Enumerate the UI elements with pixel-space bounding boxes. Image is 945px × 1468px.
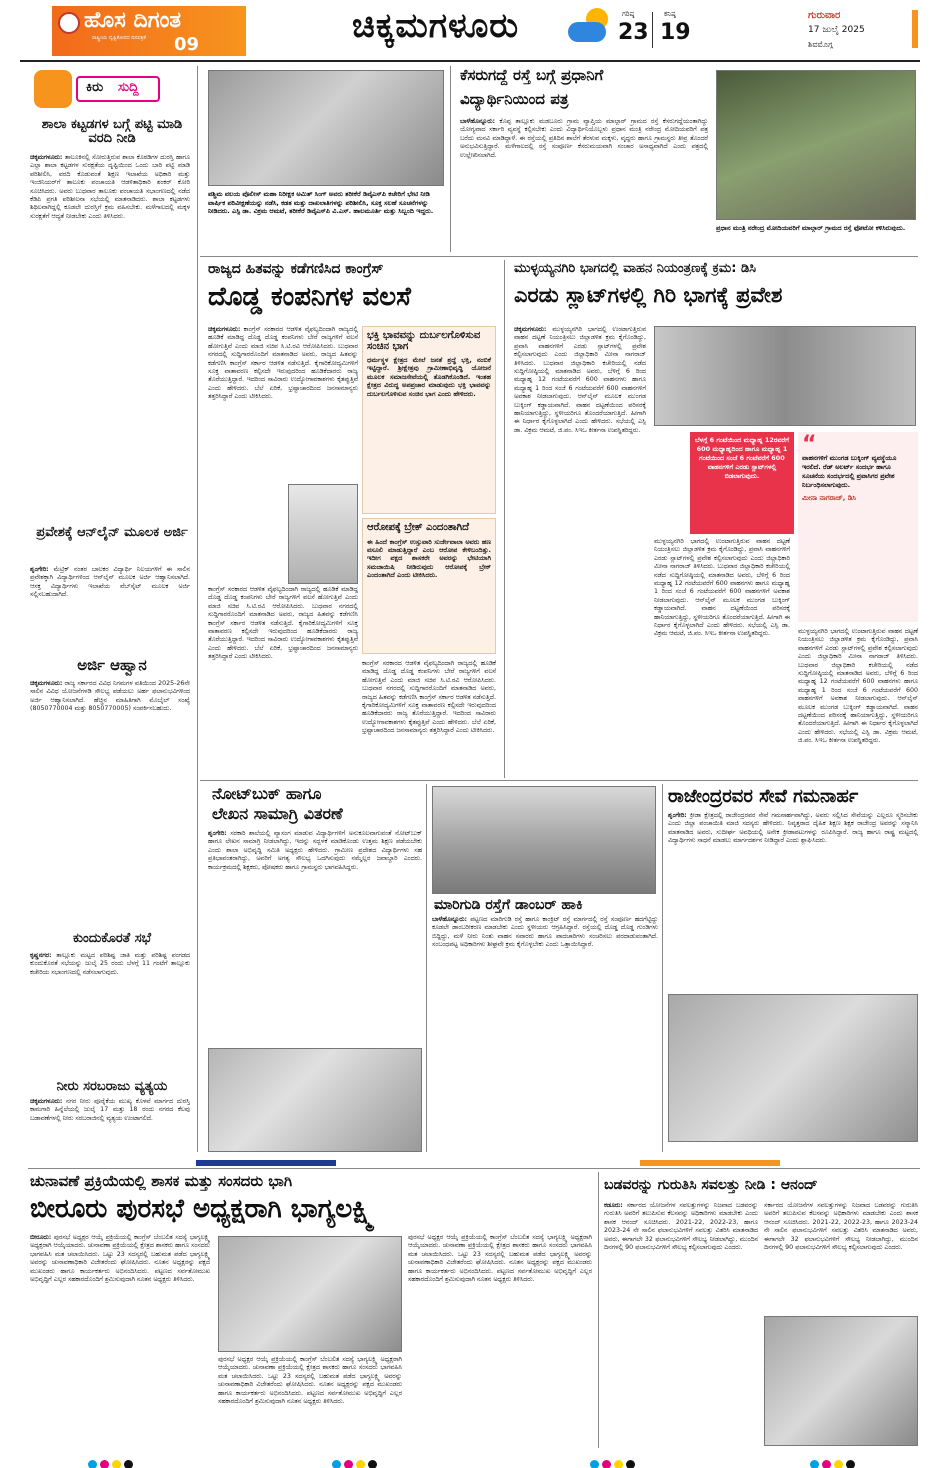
left-column <box>28 66 192 1152</box>
story-school-headline: ಶಾಲಾ ಕಟ್ಟಡಗಳ ಬಗ್ಗೆ ಪಟ್ಟಿ ಮಾಡಿ ವರದಿ ನೀಡಿ <box>41 117 183 146</box>
section-rule <box>200 780 918 781</box>
story-text: ಕಾಂಗ್ರೆಸ್ ಸರಕಾರದ ಆಡಳಿತ ವೈಫಲ್ಯದಿಂದಾಗಿ ರಾಜ್ಯದಲ್ಲಿ ಹೂಡಿಕೆ ಮಾಡಿದ್ದ ದೊಡ್ಡ ದೊಡ್ಡ ಕಂಪನಿಗಳು ಬೇರೆ ರಾಜ್ಯಗಳಿಗೆ ವಲಸೆ ಹೋಗುತ್ತಿವೆ ಎಂದು ಮಾಜಿ ಸಚಿವ ಸಿ.ಟಿ.ರವಿ ಆರೋಪಿಸಿದರು. ಬುಧವಾರ ನಗರದಲ್ಲಿ ಸುದ್ದಿಗಾರರೊಂದಿಗೆ ಮಾತನಾಡಿದ ಅವರು, ರಾಜ್ಯದ ಹಿತವನ್ನು ಕಡೆಗಣಿಸಿ ಕಾಂಗ್ರೆಸ್ ಸರ್ಕಾರ ಆಡಳಿತ ನಡೆಸುತ್ತಿದೆ. ಕೈಗಾರಿಕೋದ್ಯಮಿಗಳಿಗೆ ಸೂಕ್ತ ವಾತಾವರಣ ಕಲ್ಪಿಸದೇ ಇರುವುದರಿಂದ ಹೂಡಿಕೆದಾರರು ರಾಜ್ಯ ತೊರೆಯುತ್ತಿದ್ದಾರೆ. ಇದರಿಂದ ಸಾವಿರಾರು ಉದ್ಯೋಗಾವಕಾಶಗಳು ಕೈತಪ್ಪುತ್ತಿವೆ ಎಂದು ಹೇಳಿದರು. ಬೆಲೆ ಏರಿಕೆ, ಭ್ರಷ್ಟಾಚಾರದಿಂದ ಜನಸಾಮಾನ್ಯರು ತತ್ತರಿಸಿದ್ದಾರೆ ಎಂದು ಟೀಕಿಸಿದರು. <box>208 586 358 661</box>
congress-kicker: ರಾಜ್ಯದ ಹಿತವನ್ನು ಕಡೆಗಣಿಸಿದ ಕಾಂಗ್ರೆಸ್ <box>208 261 384 277</box>
bar-orange <box>640 1160 780 1166</box>
footer-dots-center-right <box>590 1454 650 1464</box>
bottom-section-bar <box>196 1160 920 1166</box>
sidebox-2-title: ಆರೋಪಕ್ಕೆ ಬ್ರೇಕ್ ಎಂದಂತಾಗಿದೆ <box>367 522 469 533</box>
column-divider <box>662 784 663 1152</box>
temp-divider <box>652 12 653 48</box>
notebook-photo <box>208 1048 422 1152</box>
dc-quote-box <box>798 432 918 622</box>
mullayyanagiri-kicker: ಮುಳ್ಳಯ್ಯನಗಿರಿ ಭಾಗದಲ್ಲಿ ವಾಹನ ನಿಯಂತ್ರಣಕ್ಕೆ ಕ್ರಮ: ಡಿಸಿ <box>514 261 757 276</box>
registration-dot <box>822 1460 831 1468</box>
column-divider <box>504 260 505 778</box>
registration-dot <box>356 1460 365 1468</box>
rajendra-photo <box>668 994 918 1142</box>
mullayyanagiri-body-b <box>654 538 790 776</box>
marigudi-photo <box>432 786 656 894</box>
story-text: ತಾಲೂಕಿನಲ್ಲಿ ಸೋರುತ್ತಿರುವ ಶಾಲಾ ಕೊಠಡಿಗಳ ದುರಸ್ತಿ ಹಾಗೂ ಎಲ್ಲಾ ಶಾಲಾ ಕಟ್ಟಡಗಳ ಸುರಕ್ಷತೆಯ ದೃಷ್ಟಿಯಿಂದ ಒಂದು ಬಾರಿ ಪಟ್ಟಿ ಮಾಡಿ ಪರಿಶೀಲಿಸಿ, ವರದಿ ಕೊಡುವಂತೆ ಶಿಕ್ಷಣ ಇಲಾಖೆಯ ಅಧಿಕಾರಿ ಮತ್ತು ಇಂಜಿನಿಯರ್‌ಗೆ ತಾಲೂಕು ಪಂಚಾಯತಿ ಆಡಳಿತಾಧಿಕಾರಿ ಶಂಕರ್ ಕೋರಿ ಸೂಚಿಸಿದರು. ಅವರು ಬುಧವಾರ ತಾಲೂಕು ಪಂಚಾಯತಿ ಸಭಾಂಗಣದಲ್ಲಿ ನಡೆದ ಕೆಡಿಪಿ ಪ್ರಗತಿ ಪರಿಶೀಲನಾ ಸಭೆಯಲ್ಲಿ ಮಾತನಾಡಿದರು. ಶಾಲಾ ಕಟ್ಟಡಗಳು ಶಿಥಿಲವಾಗಿದ್ದಲ್ಲಿ ಕೂಡಲೇ ದುರಸ್ತಿಗೆ ಕ್ರಮ ವಹಿಸಬೇಕು. ಮಳೆಗಾಲದಲ್ಲಿ ಮಕ್ಕಳ ಸುರಕ್ಷತೆಗೆ ಆದ್ಯತೆ ನೀಡಬೇಕು ಎಂದು ತಿಳಿಸಿದರು. <box>30 154 190 220</box>
page-number: 09 <box>174 34 200 55</box>
story-application-body <box>30 680 190 900</box>
congress-body-c <box>362 660 496 776</box>
birur-photo <box>218 1236 402 1352</box>
mullayyanagiri-body-c <box>798 628 918 776</box>
footer-dots-left <box>88 1454 148 1464</box>
sidebox-2-body: ಈ ಹಿಂದೆ ಕಾಂಗ್ರೆಸ್ ಉಸ್ತುವಾರಿ ಸುರ್ಜೇವಾಲಾ ಅವರು ಹಣ ವಸೂಲಿ ಮಾಡುತ್ತಿದ್ದಾರೆ ಎಂಬ ಆರೋಪ ಕೇಳಿಬಂದಿತ್ತು. ಇದೀಗ ಪಕ್ಷದ ಶಾಸಕರೇ ಅವರನ್ನು ಭೇಟಿಯಾಗಿ ಸಮಜಾಯಿಷಿ ನೀಡಿರುವುದು ಆರೋಪಕ್ಕೆ ಬ್ರೇಕ್ ಎಂದಂತಾಗಿದೆ ಎಂದು ಟೀಕಿಸಿದರು. <box>367 537 491 580</box>
registration-dot <box>810 1460 819 1468</box>
story-text: ತಾಲ್ಲೂಕು ಮಟ್ಟದ ಪರಿಶಿಷ್ಟ ಜಾತಿ ಮತ್ತು ಪರಿಶಿಷ್ಟ ಪಂಗಡದ ಕುಂದುಕೊರತೆ ಸಭೆಯನ್ನು ಜುಲೈ 25 ರಂದು ಬೆಳಗ್ಗೆ 11 ಗಂಟೆಗೆ ತಾಲ್ಲೂಕು ಕಚೇರಿಯ ಸಭಾಂಗಣದಲ್ಲಿ ನಡೆಸಲಾಗುವುದು. <box>30 952 190 976</box>
story-application-headline: ಅರ್ಜಿ ಆಹ್ವಾನ <box>77 656 147 674</box>
marigudi-body <box>432 916 658 1152</box>
story-text: ಪುರಸಭೆ ಅಧ್ಯಕ್ಷರ ಆಯ್ಕೆ ಪ್ರಕ್ರಿಯೆಯಲ್ಲಿ ಕಾಂಗ್ರೆಸ್ ಬೆಂಬಲಿತ ಸದಸ್ಯೆ ಭಾಗ್ಯಲಕ್ಷ್ಮಿ ಅಧ್ಯಕ್ಷರಾಗಿ ಆಯ್ಕೆಯಾದರು. ಚುನಾವಣಾ ಪ್ರಕ್ರಿಯೆಯಲ್ಲಿ ಕ್ಷೇತ್ರದ ಶಾಸಕರು ಹಾಗೂ ಸಂಸದರು ಭಾಗವಹಿಸಿ ಮತ ಚಲಾಯಿಸಿದರು. ಒಟ್ಟು 23 ಸದಸ್ಯರಲ್ಲಿ ಬಹುಮತ ಪಡೆದ ಭಾಗ್ಯಲಕ್ಷ್ಮಿ ಅವರನ್ನು ಚುನಾವಣಾಧಿಕಾರಿ ವಿಜೇತರೆಂದು ಘೋಷಿಸಿದರು. ನೂತನ ಅಧ್ಯಕ್ಷರನ್ನು ಪಕ್ಷದ ಮುಖಂಡರು ಹಾಗೂ ಕಾರ್ಯಕರ್ತರು ಅಭಿನಂದಿಸಿದರು. ಪಟ್ಟಣದ ಸರ್ವತೋಮುಖ ಅಭಿವೃದ್ಧಿಗೆ ಎಲ್ಲರ ಸಹಕಾರದೊಂದಿಗೆ ಶ್ರಮಿಸುವುದಾಗಿ ನೂತನ ಅಧ್ಯಕ್ಷರು ತಿಳಿಸಿದರು. <box>30 1234 210 1284</box>
registration-dot <box>834 1460 843 1468</box>
story-text: ಮುಳ್ಳಯ್ಯನಗಿರಿ ಭಾಗದಲ್ಲಿ ಉಂಟಾಗುತ್ತಿರುವ ವಾಹನ ದಟ್ಟಣೆ ನಿಯಂತ್ರಿಸಲು ಜಿಲ್ಲಾಡಳಿತ ಕ್ರಮ ಕೈಗೊಂಡಿದ್ದು, ಪ್ರವಾಸಿ ವಾಹನಗಳಿಗೆ ಎರಡು ಸ್ಲಾಟ್‌ಗಳಲ್ಲಿ ಪ್ರವೇಶ ಕಲ್ಪಿಸಲಾಗುವುದು ಎಂದು ಜಿಲ್ಲಾಧಿಕಾರಿ ಮೀನಾ ನಾಗರಾಜ್ ತಿಳಿಸಿದರು. ಬುಧವಾರ ಜಿಲ್ಲಾಧಿಕಾರಿ ಕಚೇರಿಯಲ್ಲಿ ನಡೆದ ಸುದ್ದಿಗೋಷ್ಠಿಯಲ್ಲಿ ಮಾತನಾಡಿದ ಅವರು, ಬೆಳಿಗ್ಗೆ 6 ರಿಂದ ಮಧ್ಯಾಹ್ನ 12 ಗಂಟೆಯವರೆಗೆ 600 ವಾಹನಗಳು ಹಾಗೂ ಮಧ್ಯಾಹ್ನ 1 ರಿಂದ ಸಂಜೆ 6 ಗಂಟೆಯವರೆಗೆ 600 ವಾಹನಗಳಿಗೆ ಅವಕಾಶ ನೀಡಲಾಗುವುದು. ಆನ್‌ಲೈನ್ ಮೂಲಕ ಮುಂಗಡ ಬುಕ್ಕಿಂಗ್ ಕಡ್ಡಾಯವಾಗಿದೆ. ವಾಹನ ದಟ್ಟಣೆಯಿಂದ ಪರಿಸರಕ್ಕೆ ಹಾನಿಯಾಗುತ್ತಿದ್ದು, ಸ್ಥಳೀಯರಿಗೂ ತೊಂದರೆಯಾಗುತ್ತಿದೆ. ಹೀಗಾಗಿ ಈ ನಿರ್ಧಾರ ಕೈಗೊಳ್ಳಲಾಗಿದೆ ಎಂದು ಹೇಳಿದರು. ಸಭೆಯಲ್ಲಿ ಎಸ್ಪಿ ಡಾ. ವಿಕ್ರಮ ಆಮಟೆ, ಜಿ.ಪಂ. ಸಿಇಒ ಕೀರ್ತನಾ ಉಪಸ್ಥಿತರಿದ್ದರು. <box>654 538 790 638</box>
story-meeting-headline: ಕುಂದುಕೊರತೆ ಸಭೆ <box>72 931 152 946</box>
dateline: ಚಿಕ್ಕಮಗಳೂರು: <box>30 680 63 687</box>
registration-dot <box>368 1460 377 1468</box>
hand-icon <box>34 70 72 108</box>
story-water-headline: ನೀರು ಸರಬರಾಜು ವ್ಯತ್ಯಯ <box>56 1079 168 1094</box>
rajendra-headline: ರಾಜೇಂದ್ರರವರ ಸೇವೆ ಗಮನಾರ್ಹ <box>668 786 859 807</box>
dateline: ಬಾಳೆಹೊನ್ನೂರು: <box>460 118 496 125</box>
story-text: ಸರ್ಕಾರದ ಯೋಜನೆಗಳ ಸವಲತ್ತುಗಳನ್ನು ನಿಜವಾದ ಬಡವರನ್ನು ಗುರುತಿಸಿ ಅವರಿಗೆ ತಲುಪಿಸುವ ಕೆಲಸವನ್ನು ಅಧಿಕಾರಿಗಳು ಮಾಡಬೇಕು ಎಂದು ಶಾಸಕ ಆನಂದ್ ಸೂಚಿಸಿದರು. 2021-22, 2022-23, ಹಾಗೂ 2023-24 ನೇ ಸಾಲಿನ ಫಲಾನುಭವಿಗಳಿಗೆ ಸವಲತ್ತು ವಿತರಿಸಿ ಮಾತನಾಡಿದ ಅವರು, ಈಗಾಗಲೇ 32 ಫಲಾನುಭವಿಗಳಿಗೆ ಸೌಲಭ್ಯ ನೀಡಲಾಗಿದ್ದು, ಮುಂದಿನ ದಿನಗಳಲ್ಲಿ 90 ಫಲಾನುಭವಿಗಳಿಗೆ ಸೌಲಭ್ಯ ಕಲ್ಪಿಸಲಾಗುವುದು ಎಂದರು. <box>764 1202 918 1252</box>
story-text: ಮುಳ್ಳಯ್ಯನಗಿರಿ ಭಾಗದಲ್ಲಿ ಉಂಟಾಗುತ್ತಿರುವ ವಾಹನ ದಟ್ಟಣೆ ನಿಯಂತ್ರಿಸಲು ಜಿಲ್ಲಾಡಳಿತ ಕ್ರಮ ಕೈಗೊಂಡಿದ್ದು, ಪ್ರವಾಸಿ ವಾಹನಗಳಿಗೆ ಎರಡು ಸ್ಲಾಟ್‌ಗಳಲ್ಲಿ ಪ್ರವೇಶ ಕಲ್ಪಿಸಲಾಗುವುದು ಎಂದು ಜಿಲ್ಲಾಧಿಕಾರಿ ಮೀನಾ ನಾಗರಾಜ್ ತಿಳಿಸಿದರು. ಬುಧವಾರ ಜಿಲ್ಲಾಧಿಕಾರಿ ಕಚೇರಿಯಲ್ಲಿ ನಡೆದ ಸುದ್ದಿಗೋಷ್ಠಿಯಲ್ಲಿ ಮಾತನಾಡಿದ ಅವರು, ಬೆಳಿಗ್ಗೆ 6 ರಿಂದ ಮಧ್ಯಾಹ್ನ 12 ಗಂಟೆಯವರೆಗೆ 600 ವಾಹನಗಳು ಹಾಗೂ ಮಧ್ಯಾಹ್ನ 1 ರಿಂದ ಸಂಜೆ 6 ಗಂಟೆಯವರೆಗೆ 600 ವಾಹನಗಳಿಗೆ ಅವಕಾಶ ನೀಡಲಾಗುವುದು. ಆನ್‌ಲೈನ್ ಮೂಲಕ ಮುಂಗಡ ಬುಕ್ಕಿಂಗ್ ಕಡ್ಡಾಯವಾಗಿದೆ. ವಾಹನ ದಟ್ಟಣೆಯಿಂದ ಪರಿಸರಕ್ಕೆ ಹಾನಿಯಾಗುತ್ತಿದ್ದು, ಸ್ಥಳೀಯರಿಗೂ ತೊಂದರೆಯಾಗುತ್ತಿದೆ. ಹೀಗಾಗಿ ಈ ನಿರ್ಧಾರ ಕೈಗೊಳ್ಳಲಾಗಿದೆ ಎಂದು ಹೇಳಿದರು. ಸಭೆಯಲ್ಲಿ ಎಸ್ಪಿ ಡಾ. ವಿಕ್ರಮ ಆಮಟೆ, ಜಿ.ಪಂ. ಸಿಇಒ ಕೀರ್ತನಾ ಉಪಸ್ಥಿತರಿದ್ದರು. <box>514 326 646 434</box>
quote-mark-icon: “ <box>802 432 817 457</box>
slot-box <box>690 432 794 534</box>
lotus-icon <box>58 12 80 34</box>
temp-min-label: ಕನಿಷ್ಠ <box>664 10 676 18</box>
kesaru-body <box>460 118 708 252</box>
dateline: ಚಿಕ್ಕಮಗಳೂರು: <box>30 1098 63 1105</box>
quote-author: ಮೀನಾ ನಾಗರಾಜ್, ಡಿಸಿ <box>802 494 857 502</box>
police-photo <box>208 70 444 186</box>
story-meeting-body <box>30 952 190 1052</box>
story-water-body <box>30 1098 190 1150</box>
city-name: ಚಿಕ್ಕಮಗಳೂರು <box>352 6 520 46</box>
masthead-accent-bar <box>912 10 918 48</box>
registration-dot <box>344 1460 353 1468</box>
kesaru-photo <box>716 70 916 220</box>
slot-box-text: ಬೆಳಗ್ಗೆ 6 ಗಂಟೆಯಿಂದ ಮಧ್ಯಾಹ್ನ 12ರವರೆಗೆ 600 ಮಧ್ಯಾಹ್ನದಿಂದ ಹಾಗೂ ಮಧ್ಯಾಹ್ನ 1 ಗಂಟೆಯಿಂದ ಸಂಜೆ 6 ಗಂಟೆವರೆಗೆ 600 ವಾಹನಗಳಿಗೆ ಎರಡು ಸ್ಲಾಟ್‌ಗಳಲ್ಲಿ ಬಿಡಲಾಗುವುದು. <box>694 436 789 480</box>
story-text: ಕ್ರೀಡಾ ಕ್ಷೇತ್ರದಲ್ಲಿ ರಾಜೇಂದ್ರರವರ ಸೇವೆ ಗಮನಾರ್ಹವಾಗಿದ್ದು, ಅವರು ಸಲ್ಲಿಸಿದ ಸೇವೆಯನ್ನು ಎಲ್ಲರೂ ಸ್ಮರಿಸಬೇಕು ಎಂದು ಜಿಲ್ಲಾ ಪಂಚಾಯಿತಿ ಮಾಜಿ ಸದಸ್ಯರು ಹೇಳಿದರು. ನಿವೃತ್ತರಾದ ದೈಹಿಕ ಶಿಕ್ಷಣ ಶಿಕ್ಷಕ ರಾಜೇಂದ್ರ ಅವರನ್ನು ಸನ್ಮಾನಿಸಿ ಮಾತನಾಡಿದ ಅವರು, ಸುದೀರ್ಘ ಅವಧಿಯಲ್ಲಿ ಅನೇಕ ಕ್ರೀಡಾಪಟುಗಳನ್ನು ರೂಪಿಸಿದ್ದಾರೆ. ರಾಜ್ಯ ಹಾಗೂ ರಾಷ್ಟ್ರ ಮಟ್ಟದಲ್ಲಿ ವಿದ್ಯಾರ್ಥಿಗಳು ಸಾಧನೆ ಮಾಡಲು ಮಾರ್ಗದರ್ಶನ ನೀಡಿದ್ದಾರೆ ಎಂದು ಶ್ಲಾಘಿಸಿದರು. <box>668 812 918 845</box>
dateline: ಬೀರೂರು: <box>30 1234 52 1241</box>
logo-block <box>52 6 246 56</box>
notebook-headline-2: ಲೇಖನ ಸಾಮಾಗ್ರಿ ವಿತರಣೆ <box>212 804 343 823</box>
sidebox-1-title: ಭಕ್ತಿ ಭಾವವನ್ನು ದುರ್ಬಲಗೊಳಿಸುವ ಸಂಚಿನ ಭಾಗ <box>367 330 481 352</box>
story-text: ಸರಕಾರಿ ಶಾಲೆಯಲ್ಲಿ ವ್ಯಾಸಂಗ ಮಾಡುವ ವಿದ್ಯಾರ್ಥಿಗಳಿಗೆ ಅನುಕೂಲವಾಗುವಂತೆ ನೋಟ್‌ಬುಕ್ ಹಾಗೂ ಲೇಖನ ಸಾಮಾಗ್ರಿ ನೀಡಲಾಗಿದ್ದು, ಇದನ್ನು ಸದ್ಬಳಕೆ ಮಾಡಿಕೊಂಡು ಉತ್ತಮ ಶಿಕ್ಷಣ ಪಡೆಯಬೇಕು ಎಂದು ಶಾಲಾ ಅಭಿವೃದ್ಧಿ ಸಮಿತಿ ಅಧ್ಯಕ್ಷರು ಹೇಳಿದರು. ಗ್ರಾಮೀಣ ಪ್ರದೇಶದ ವಿದ್ಯಾರ್ಥಿಗಳು ಸಹ ಪ್ರತಿಭಾವಂತರಾಗಿದ್ದು, ಅವರಿಗೆ ಅಗತ್ಯ ಸೌಲಭ್ಯ ಒದಗಿಸುವುದು ನಮ್ಮೆಲ್ಲರ ಜವಾಬ್ದಾರಿ ಎಂದರು. ಕಾರ್ಯಕ್ರಮದಲ್ಲಿ ಶಿಕ್ಷಕರು, ಪೋಷಕರು ಹಾಗೂ ಗ್ರಾಮಸ್ಥರು ಭಾಗವಹಿಸಿದ್ದರು. <box>208 830 422 871</box>
registration-dot <box>124 1460 133 1468</box>
logo-text: ಹೊಸ ದಿಗಂತ <box>84 8 182 33</box>
footer-dots-right <box>810 1454 870 1464</box>
registration-dot <box>590 1460 599 1468</box>
story-text: ಸರ್ಕಾರದ ಯೋಜನೆಗಳ ಸವಲತ್ತುಗಳನ್ನು ನಿಜವಾದ ಬಡವರನ್ನು ಗುರುತಿಸಿ ಅವರಿಗೆ ತಲುಪಿಸುವ ಕೆಲಸವನ್ನು ಅಧಿಕಾರಿಗಳು ಮಾಡಬೇಕು ಎಂದು ಶಾಸಕ ಆನಂದ್ ಸೂಚಿಸಿದರು. 2021-22, 2022-23, ಹಾಗೂ 2023-24 ನೇ ಸಾಲಿನ ಫಲಾನುಭವಿಗಳಿಗೆ ಸವಲತ್ತು ವಿತರಿಸಿ ಮಾತನಾಡಿದ ಅವರು, ಈಗಾಗಲೇ 32 ಫಲಾನುಭವಿಗಳಿಗೆ ಸೌಲಭ್ಯ ನೀಡಲಾಗಿದ್ದು, ಮುಂದಿನ ದಿನಗಳಲ್ಲಿ 90 ಫಲಾನುಭವಿಗಳಿಗೆ ಸೌಲಭ್ಯ ಕಲ್ಪಿಸಲಾಗುವುದು ಎಂದರು. <box>604 1202 758 1252</box>
story-text: ಮೆಟ್ರಿಕ್ ನಂತರ ಬಾಲಕರ ವಿದ್ಯಾರ್ಥಿ ನಿಲಯಗಳಿಗೆ ಈ ಸಾಲಿನ ಪ್ರವೇಶಕ್ಕಾಗಿ ವಿದ್ಯಾರ್ಥಿಗಳಿಂದ ಆನ್‌ಲೈನ್ ಮೂಲಕ ಅರ್ಜಿ ಆಹ್ವಾನಿಸಲಾಗಿದೆ. ಆಸಕ್ತ ವಿದ್ಯಾರ್ಥಿಗಳು ಇಲಾಖೆಯ ವೆಬ್‌ಸೈಟ್ ಮೂಲಕ ಅರ್ಜಿ ಸಲ್ಲಿಸಬಹುದಾಗಿದೆ. <box>30 566 190 599</box>
dateline: ಕಡೂರು: <box>604 1202 623 1209</box>
congress-body-a <box>208 326 358 482</box>
column-divider <box>598 1172 599 1448</box>
registration-dot <box>602 1460 611 1468</box>
registration-dot <box>332 1460 341 1468</box>
story-admission-body <box>30 566 190 650</box>
story-admission-headline: ಪ್ರವೇಶಕ್ಕೆ ಆನ್‌ಲೈನ್ ಮೂಲಕ ಅರ್ಜಿ <box>36 525 188 540</box>
mullayyanagiri-headline: ಎರಡು ಸ್ಲಾಟ್‌ಗಳಲ್ಲಿ ಗಿರಿ ಭಾಗಕ್ಕೆ ಪ್ರವೇಶ <box>514 283 783 307</box>
logo-tagline: ರಾಷ್ಟ್ರೀಯ ದೃಷ್ಟಿಕೋನದ ದಿನಪತ್ರಿಕೆ <box>92 35 146 41</box>
badavaru-body-b <box>764 1202 918 1312</box>
temp-max-label: ಗರಿಷ್ಠ <box>622 10 635 18</box>
congress-sidebox-2 <box>362 518 496 654</box>
notebook-headline-1: ನೋಟ್‌ಬುಕ್ ಹಾಗೂ <box>212 784 322 803</box>
birur-body-b <box>218 1356 402 1446</box>
bar-blue <box>196 1160 336 1166</box>
rajendra-body <box>668 812 918 990</box>
registration-dot <box>626 1460 635 1468</box>
section-rule <box>28 1168 920 1169</box>
story-text: ಕಾಂಗ್ರೆಸ್ ಸರಕಾರದ ಆಡಳಿತ ವೈಫಲ್ಯದಿಂದಾಗಿ ರಾಜ್ಯದಲ್ಲಿ ಹೂಡಿಕೆ ಮಾಡಿದ್ದ ದೊಡ್ಡ ದೊಡ್ಡ ಕಂಪನಿಗಳು ಬೇರೆ ರಾಜ್ಯಗಳಿಗೆ ವಲಸೆ ಹೋಗುತ್ತಿವೆ ಎಂದು ಮಾಜಿ ಸಚಿವ ಸಿ.ಟಿ.ರವಿ ಆರೋಪಿಸಿದರು. ಬುಧವಾರ ನಗರದಲ್ಲಿ ಸುದ್ದಿಗಾರರೊಂದಿಗೆ ಮಾತನಾಡಿದ ಅವರು, ರಾಜ್ಯದ ಹಿತವನ್ನು ಕಡೆಗಣಿಸಿ ಕಾಂಗ್ರೆಸ್ ಸರ್ಕಾರ ಆಡಳಿತ ನಡೆಸುತ್ತಿದೆ. ಕೈಗಾರಿಕೋದ್ಯಮಿಗಳಿಗೆ ಸೂಕ್ತ ವಾತಾವರಣ ಕಲ್ಪಿಸದೇ ಇರುವುದರಿಂದ ಹೂಡಿಕೆದಾರರು ರಾಜ್ಯ ತೊರೆಯುತ್ತಿದ್ದಾರೆ. ಇದರಿಂದ ಸಾವಿರಾರು ಉದ್ಯೋಗಾವಕಾಶಗಳು ಕೈತಪ್ಪುತ್ತಿವೆ ಎಂದು ಹೇಳಿದರು. ಬೆಲೆ ಏರಿಕೆ, ಭ್ರಷ್ಟಾಚಾರದಿಂದ ಜನಸಾಮಾನ್ಯರು ತತ್ತರಿಸಿದ್ದಾರೆ ಎಂದು ಟೀಕಿಸಿದರು. <box>362 660 496 735</box>
kirusuddi-banner <box>30 70 190 108</box>
dateline: ಚಿಕ್ಕಮಗಳೂರು: <box>30 154 63 161</box>
sidebox-1-body: ಧರ್ಮಸ್ಥಳ ಕ್ಷೇತ್ರದ ಮೇಲೆ ಜನತೆ ಶ್ರದ್ಧೆ ಭಕ್ತಿ, ನಂಬಿಕೆ ಇಟ್ಟಿದ್ದಾರೆ. ಶ್ರೀಕ್ಷೇತ್ರವು ಗ್ರಾಮೀಣಾಭಿವೃದ್ಧಿ ಯೋಜನೆ ಮೂಲಕ ಸಮಾಜಸೇವೆಯಲ್ಲಿ ತೊಡಗಿಕೊಂಡಿದೆ. ಇಂತಹ ಕ್ಷೇತ್ರದ ವಿರುದ್ಧ ಅಪಪ್ರಚಾರ ಮಾಡುವುದು ಭಕ್ತಿ ಭಾವವನ್ನು ದುರ್ಬಲಗೊಳಿಸುವ ಸಂಚಿನ ಭಾಗ ಎಂದು ಹೇಳಿದರು. <box>367 356 491 398</box>
story-text: ಪುರಸಭೆ ಅಧ್ಯಕ್ಷರ ಆಯ್ಕೆ ಪ್ರಕ್ರಿಯೆಯಲ್ಲಿ ಕಾಂಗ್ರೆಸ್ ಬೆಂಬಲಿತ ಸದಸ್ಯೆ ಭಾಗ್ಯಲಕ್ಷ್ಮಿ ಅಧ್ಯಕ್ಷರಾಗಿ ಆಯ್ಕೆಯಾದರು. ಚುನಾವಣಾ ಪ್ರಕ್ರಿಯೆಯಲ್ಲಿ ಕ್ಷೇತ್ರದ ಶಾಸಕರು ಹಾಗೂ ಸಂಸದರು ಭಾಗವಹಿಸಿ ಮತ ಚಲಾಯಿಸಿದರು. ಒಟ್ಟು 23 ಸದಸ್ಯರಲ್ಲಿ ಬಹುಮತ ಪಡೆದ ಭಾಗ್ಯಲಕ್ಷ್ಮಿ ಅವರನ್ನು ಚುನಾವಣಾಧಿಕಾರಿ ವಿಜೇತರೆಂದು ಘೋಷಿಸಿದರು. ನೂತನ ಅಧ್ಯಕ್ಷರನ್ನು ಪಕ್ಷದ ಮುಖಂಡರು ಹಾಗೂ ಕಾರ್ಯಕರ್ತರು ಅಭಿನಂದಿಸಿದರು. ಪಟ್ಟಣದ ಸರ್ವತೋಮುಖ ಅಭಿವೃದ್ಧಿಗೆ ಎಲ್ಲರ ಸಹಕಾರದೊಂದಿಗೆ ಶ್ರಮಿಸುವುದಾಗಿ ನೂತನ ಅಧ್ಯಕ್ಷರು ತಿಳಿಸಿದರು. <box>408 1234 592 1284</box>
edition-label: ಶಿವಮೊಗ್ಗ <box>808 40 833 49</box>
birur-body-c <box>408 1234 592 1446</box>
registration-dot <box>614 1460 623 1468</box>
police-caption: ಪಶ್ಚಿಮ ವಲಯ ಪೊಲೀಸ್ ಮಹಾ ನಿರೀಕ್ಷಕ ಅಮಿತ್ ಸಿಂಗ್ ಅವರು ತರೀಕೆರೆ ಡಿವೈಎಸ್‌ಪಿ ಕಚೇರಿಗೆ ಭೇಟಿ ನೀಡಿ ವಾರ್ಷಿಕ ಪರಿವೀಕ್ಷಣೆಯನ್ನು ನಡೆಸಿ, ಕಡತ ಮತ್ತು ದಾಖಲಾತಿಗಳನ್ನು ಪರಿಶೀಲಿಸಿ, ಸೂಕ್ತ ಸಲಹೆ ಸೂಚನೆಗಳನ್ನು ನೀಡಿದರು. ಎಸ್ಪಿ ಡಾ. ವಿಕ್ರಮ ಆಮಟೆ, ತರೀಕೆರೆ ಡಿವೈಎಸ್‌ಪಿ ವಿ.ಎಸ್. ಹಾಲಮೂರ್ತಿ ಮತ್ತು ಸಿಬ್ಬಂದಿ ಇದ್ದರು. <box>208 190 434 215</box>
quote-text: ವಾಹನಗಳಿಗೆ ಮುಂಗಡ ಬುಕ್ಕಿಂಗ್ ವ್ಯವಸ್ಥೆಯೂ ಇರಲಿದೆ. ರೆಡ್ ಅಲರ್ಟ್ ಸಂದರ್ಭ ಹಾಗೂ ಸೂಚನೆಯ ಸಂದರ್ಭದಲ್ಲಿ ಪ್ರವಾಸಿಗರ ಪ್ರವೇಶ ನಿರ್ಬಂಧಿಸಲಾಗುವುದು. <box>802 454 897 489</box>
footer-dots-center <box>332 1454 392 1464</box>
kesaru-headline-2: ವಿದ್ಯಾರ್ಥಿನಿಯಿಂದ ಪತ್ರ <box>460 90 569 108</box>
notebook-body <box>208 830 422 1044</box>
dateline: ಬಾಳೆಹೊನ್ನೂರು: <box>432 916 468 923</box>
dateline: ಶೃಂಗೇರಿ: <box>208 830 227 837</box>
dateline: ಚಿಕ್ಕಮಗಳೂರು: <box>208 326 241 333</box>
kesaru-caption: ಪ್ರಧಾನ ಮಂತ್ರಿ ನರೇಂದ್ರ ಮೋದಿಯವರಿಗೆ ಮಾಲ್ಗಾರ್ ಗ್ರಾಮದ ರಸ್ತೆ ಫೋಟೋ ಕಳಿಸಿರುವುದು. <box>716 224 906 232</box>
dateline: ಶೃಂಗೇರಿ: <box>668 812 687 819</box>
column-divider <box>197 66 198 1152</box>
kirusuddi-prefix: ಕಿರು <box>86 80 104 95</box>
congress-body-b <box>208 586 358 776</box>
registration-dot <box>88 1460 97 1468</box>
story-text: ಪಟ್ಟಣದ ಮಾರಿಗುಡಿ ರಸ್ತೆ ಹಾಗೂ ಕಾಂಕ್ರಿಟ್ ರಸ್ತೆ ಮಾರ್ಗದಲ್ಲಿ ರಸ್ತೆ ಸಂಪೂರ್ಣ ಹದಗೆಟ್ಟಿದ್ದು ಕೂಡಲೇ ಡಾಂಬರೀಕರಣ ಮಾಡಬೇಕು ಎಂದು ಸ್ಥಳೀಯರು ಆಗ್ರಹಿಸಿದ್ದಾರೆ. ರಸ್ತೆಯಲ್ಲಿ ದೊಡ್ಡ ದೊಡ್ಡ ಗುಂಡಿಗಳು ಬಿದ್ದಿದ್ದು, ಮಳೆ ನೀರು ನಿಂತು ವಾಹನ ಸವಾರರು ಹಾಗೂ ಪಾದಚಾರಿಗಳು ಸಂಚರಿಸಲು ಪರದಾಡುವಂತಾಗಿದೆ. ಸಂಬಂಧಪಟ್ಟ ಅಧಿಕಾರಿಗಳು ಶೀಘ್ರವೇ ಕ್ರಮ ಕೈಗೊಳ್ಳಬೇಕು ಎಂದು ಒತ್ತಾಯಿಸಿದ್ದಾರೆ. <box>432 916 658 949</box>
story-text: ಕಾಂಗ್ರೆಸ್ ಸರಕಾರದ ಆಡಳಿತ ವೈಫಲ್ಯದಿಂದಾಗಿ ರಾಜ್ಯದಲ್ಲಿ ಹೂಡಿಕೆ ಮಾಡಿದ್ದ ದೊಡ್ಡ ದೊಡ್ಡ ಕಂಪನಿಗಳು ಬೇರೆ ರಾಜ್ಯಗಳಿಗೆ ವಲಸೆ ಹೋಗುತ್ತಿವೆ ಎಂದು ಮಾಜಿ ಸಚಿವ ಸಿ.ಟಿ.ರವಿ ಆರೋಪಿಸಿದರು. ಬುಧವಾರ ನಗರದಲ್ಲಿ ಸುದ್ದಿಗಾರರೊಂದಿಗೆ ಮಾತನಾಡಿದ ಅವರು, ರಾಜ್ಯದ ಹಿತವನ್ನು ಕಡೆಗಣಿಸಿ ಕಾಂಗ್ರೆಸ್ ಸರ್ಕಾರ ಆಡಳಿತ ನಡೆಸುತ್ತಿದೆ. ಕೈಗಾರಿಕೋದ್ಯಮಿಗಳಿಗೆ ಸೂಕ್ತ ವಾತಾವರಣ ಕಲ್ಪಿಸದೇ ಇರುವುದರಿಂದ ಹೂಡಿಕೆದಾರರು ರಾಜ್ಯ ತೊರೆಯುತ್ತಿದ್ದಾರೆ. ಇದರಿಂದ ಸಾವಿರಾರು ಉದ್ಯೋಗಾವಕಾಶಗಳು ಕೈತಪ್ಪುತ್ತಿವೆ ಎಂದು ಹೇಳಿದರು. ಬೆಲೆ ಏರಿಕೆ, ಭ್ರಷ್ಟಾಚಾರದಿಂದ ಜನಸಾಮಾನ್ಯರು ತತ್ತರಿಸಿದ್ದಾರೆ ಎಂದು ಟೀಕಿಸಿದರು. <box>208 326 358 401</box>
day-label: ಗುರುವಾರ <box>808 10 841 21</box>
story-text: ರಾಜ್ಯ ಸರ್ಕಾರದ ವಿವಿಧ ನಿಗಮಗಳ ವತಿಯಿಂದ 2025-26ನೇ ಸಾಲಿನ ವಿವಿಧ ಯೋಜನೆಗಳಡಿ ಸೌಲಭ್ಯ ಪಡೆಯಲು ಅರ್ಹ ಫಲಾನುಭವಿಗಳಿಂದ ಅರ್ಜಿ ಆಹ್ವಾನಿಸಲಾಗಿದೆ. ಹೆಚ್ಚಿನ ಮಾಹಿತಿಗಾಗಿ ಮೊಬೈಲ್ ಸಂಖ್ಯೆ (8050770004 ಮತ್ತು 8050770005) ಸಂಪರ್ಕಿಸಬಹುದು. <box>30 680 190 713</box>
temp-min: 19 <box>660 20 691 45</box>
dc-press-photo <box>654 326 916 426</box>
mullayyanagiri-body-a <box>514 326 646 776</box>
dateline: ಕೃಷ್ಣನಗರ: <box>30 952 52 959</box>
birur-kicker: ಚುನಾವಣೆ ಪ್ರಕ್ರಿಯೆಯಲ್ಲಿ ಶಾಸಕ ಮತ್ತು ಸಂಸದರು ಭಾಗಿ <box>30 1172 293 1190</box>
congress-sidebox-1 <box>362 326 496 514</box>
dateline: ಚಿಕ್ಕಮಗಳೂರು: <box>514 326 547 333</box>
date-label: 17 ಜುಲೈ 2025 <box>808 25 865 35</box>
ct-ravi-photo <box>288 484 358 584</box>
congress-headline: ದೊಡ್ಡ ಕಂಪನಿಗಳ ವಲಸೆ <box>208 282 411 312</box>
badavaru-photo <box>764 1316 918 1446</box>
story-text: ಮುಳ್ಳಯ್ಯನಗಿರಿ ಭಾಗದಲ್ಲಿ ಉಂಟಾಗುತ್ತಿರುವ ವಾಹನ ದಟ್ಟಣೆ ನಿಯಂತ್ರಿಸಲು ಜಿಲ್ಲಾಡಳಿತ ಕ್ರಮ ಕೈಗೊಂಡಿದ್ದು, ಪ್ರವಾಸಿ ವಾಹನಗಳಿಗೆ ಎರಡು ಸ್ಲಾಟ್‌ಗಳಲ್ಲಿ ಪ್ರವೇಶ ಕಲ್ಪಿಸಲಾಗುವುದು ಎಂದು ಜಿಲ್ಲಾಧಿಕಾರಿ ಮೀನಾ ನಾಗರಾಜ್ ತಿಳಿಸಿದರು. ಬುಧವಾರ ಜಿಲ್ಲಾಧಿಕಾರಿ ಕಚೇರಿಯಲ್ಲಿ ನಡೆದ ಸುದ್ದಿಗೋಷ್ಠಿಯಲ್ಲಿ ಮಾತನಾಡಿದ ಅವರು, ಬೆಳಿಗ್ಗೆ 6 ರಿಂದ ಮಧ್ಯಾಹ್ನ 12 ಗಂಟೆಯವರೆಗೆ 600 ವಾಹನಗಳು ಹಾಗೂ ಮಧ್ಯಾಹ್ನ 1 ರಿಂದ ಸಂಜೆ 6 ಗಂಟೆಯವರೆಗೆ 600 ವಾಹನಗಳಿಗೆ ಅವಕಾಶ ನೀಡಲಾಗುವುದು. ಆನ್‌ಲೈನ್ ಮೂಲಕ ಮುಂಗಡ ಬುಕ್ಕಿಂಗ್ ಕಡ್ಡಾಯವಾಗಿದೆ. ವಾಹನ ದಟ್ಟಣೆಯಿಂದ ಪರಿಸರಕ್ಕೆ ಹಾನಿಯಾಗುತ್ತಿದ್ದು, ಸ್ಥಳೀಯರಿಗೂ ತೊಂದರೆಯಾಗುತ್ತಿದೆ. ಹೀಗಾಗಿ ಈ ನಿರ್ಧಾರ ಕೈಗೊಳ್ಳಲಾಗಿದೆ ಎಂದು ಹೇಳಿದರು. ಸಭೆಯಲ್ಲಿ ಎಸ್ಪಿ ಡಾ. ವಿಕ್ರಮ ಆಮಟೆ, ಜಿ.ಪಂ. ಸಿಇಒ ಕೀರ್ತನಾ ಉಪಸ್ಥಿತರಿದ್ದರು. <box>798 628 918 745</box>
story-school-body <box>30 154 190 442</box>
registration-dot <box>846 1460 855 1468</box>
weather-icon <box>568 8 612 48</box>
kesaru-headline-1: ಕೆಸರುಗದ್ದೆ ರಸ್ತೆ ಬಗ್ಗೆ ಪ್ರಧಾನಿಗೆ <box>460 66 604 84</box>
masthead <box>0 0 945 62</box>
registration-dot <box>100 1460 109 1468</box>
story-text: ಕೊಪ್ಪ ತಾಲ್ಲೂಕು ಮಡಬೂರು ಗ್ರಾಮ ವ್ಯಾಪ್ತಿಯ ಮಾಲ್ಗಾರ್ ಗ್ರಾಮದ ರಸ್ತೆ ಕೆಸರುಗದ್ದೆಯಂತಾಗಿದ್ದು ಯೋಗ್ಯವಾದ ಸರ್ಕಾರಿ ವ್ಯವಸ್ಥೆ ಕಲ್ಪಿಸಬೇಕು ಎಂದು ವಿದ್ಯಾರ್ಥಿನಿಯೊಬ್ಬಳು ಪ್ರಧಾನ ಮಂತ್ರಿ ನರೇಂದ್ರ ಮೋದಿಯವರಿಗೆ ಪತ್ರ ಬರೆದು ಮನವಿ ಮಾಡಿದ್ದಾಳೆ. ಈ ರಸ್ತೆಯಲ್ಲಿ ಪ್ರತಿದಿನ ಶಾಲೆಗೆ ತೆರಳುವ ಮಕ್ಕಳು, ವೃದ್ಧರು ಹಾಗೂ ಗ್ರಾಮಸ್ಥರು ತೀವ್ರ ತೊಂದರೆ ಅನುಭವಿಸುತ್ತಿದ್ದಾರೆ. ಮಳೆಗಾಲದಲ್ಲಿ ರಸ್ತೆ ಸಂಪೂರ್ಣ ಕೆಸರುಮಯವಾಗಿ ಸಂಚಾರ ಅಸಾಧ್ಯವಾಗಿದೆ ಎಂದು ಪತ್ರದಲ್ಲಿ ಉಲ್ಲೇಖಿಸಲಾಗಿದೆ. <box>460 118 708 159</box>
badavaru-headline: ಬಡವರನ್ನು ಗುರುತಿಸಿ ಸವಲತ್ತು ನೀಡಿ : ಆನಂದ್ <box>604 1177 818 1193</box>
masthead-rule <box>20 60 920 62</box>
story-text: ನಗರ ನೀರು ಪೂರೈಕೆಯ ಮುಖ್ಯ ಕೊಳವೆ ಮಾರ್ಗದ ದುರಸ್ತಿ ಕಾಮಗಾರಿ ಹಿನ್ನೆಲೆಯಲ್ಲಿ ಜುಲೈ 17 ಮತ್ತು 18 ರಂದು ನಗರದ ಕೆಲವು ಬಡಾವಣೆಗಳಲ್ಲಿ ನೀರು ಸರಬರಾಜಿನಲ್ಲಿ ವ್ಯತ್ಯಯ ಉಂಟಾಗಲಿದೆ. <box>30 1098 190 1122</box>
column-divider <box>426 784 427 1152</box>
birur-headline: ಬೀರೂರು ಪುರಸಭೆ ಅಧ್ಯಕ್ಷರಾಗಿ ಭಾಗ್ಯಲಕ್ಷ್ಮಿ <box>30 1194 375 1224</box>
registration-dot <box>112 1460 121 1468</box>
kirusuddi-suffix: ಸುದ್ದಿ <box>118 80 139 95</box>
badavaru-body-a <box>604 1202 758 1446</box>
column-divider <box>450 66 451 252</box>
dateline: ಶೃಂಗೇರಿ: <box>30 566 49 573</box>
temp-max: 23 <box>618 20 649 45</box>
marigudi-headline: ಮಾರಿಗುಡಿ ರಸ್ತೆಗೆ ಡಾಂಬರ್ ಹಾಕಿ <box>434 897 583 913</box>
story-text: ಪುರಸಭೆ ಅಧ್ಯಕ್ಷರ ಆಯ್ಕೆ ಪ್ರಕ್ರಿಯೆಯಲ್ಲಿ ಕಾಂಗ್ರೆಸ್ ಬೆಂಬಲಿತ ಸದಸ್ಯೆ ಭಾಗ್ಯಲಕ್ಷ್ಮಿ ಅಧ್ಯಕ್ಷರಾಗಿ ಆಯ್ಕೆಯಾದರು. ಚುನಾವಣಾ ಪ್ರಕ್ರಿಯೆಯಲ್ಲಿ ಕ್ಷೇತ್ರದ ಶಾಸಕರು ಹಾಗೂ ಸಂಸದರು ಭಾಗವಹಿಸಿ ಮತ ಚಲಾಯಿಸಿದರು. ಒಟ್ಟು 23 ಸದಸ್ಯರಲ್ಲಿ ಬಹುಮತ ಪಡೆದ ಭಾಗ್ಯಲಕ್ಷ್ಮಿ ಅವರನ್ನು ಚುನಾವಣಾಧಿಕಾರಿ ವಿಜೇತರೆಂದು ಘೋಷಿಸಿದರು. ನೂತನ ಅಧ್ಯಕ್ಷರನ್ನು ಪಕ್ಷದ ಮುಖಂಡರು ಹಾಗೂ ಕಾರ್ಯಕರ್ತರು ಅಭಿನಂದಿಸಿದರು. ಪಟ್ಟಣದ ಸರ್ವತೋಮುಖ ಅಭಿವೃದ್ಧಿಗೆ ಎಲ್ಲರ ಸಹಕಾರದೊಂದಿಗೆ ಶ್ರಮಿಸುವುದಾಗಿ ನೂತನ ಅಧ್ಯಕ್ಷರು ತಿಳಿಸಿದರು. <box>218 1356 402 1406</box>
section-rule <box>200 256 918 257</box>
birur-body-a <box>30 1234 210 1446</box>
